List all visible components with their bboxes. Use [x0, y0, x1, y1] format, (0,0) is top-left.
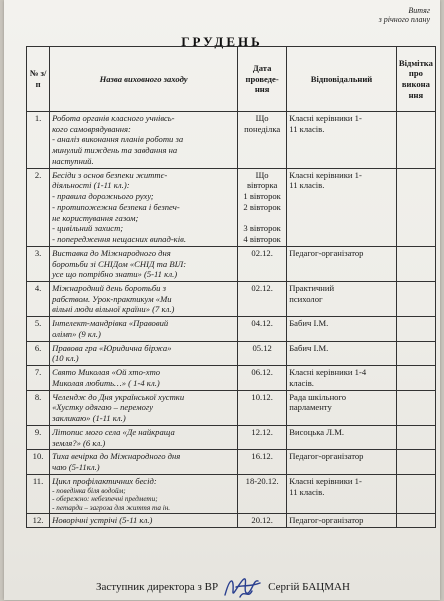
row-number [27, 450, 50, 474]
date-line: 20.12. [251, 515, 273, 526]
lines-line: - попередження нещасних випад-ків. [52, 234, 186, 245]
note-line: з річного плану [378, 15, 430, 25]
resp-line: 11 класів. [289, 123, 325, 134]
date-line [240, 213, 284, 224]
table-row [27, 474, 436, 514]
event-name [50, 317, 238, 341]
event-name [50, 246, 238, 281]
event-name [50, 390, 238, 425]
lines-line: Свято Миколая «Ой хто-хто [52, 367, 161, 378]
event-name [50, 514, 238, 528]
completion-mark [396, 246, 435, 281]
lines-line: Челендж до Дня української хустки [52, 391, 185, 402]
header-mark: Відмітка про викона ння [396, 47, 435, 112]
row-number [27, 317, 50, 341]
table-row [27, 390, 436, 425]
event-name [50, 474, 238, 514]
responsible-person [287, 514, 397, 528]
responsible-person [287, 282, 397, 317]
date-line: Що [255, 113, 269, 123]
event-date [238, 246, 287, 281]
resp-line: Педагог-організатор [289, 451, 364, 462]
lines-line: Миколая любить…» ( 1-4 кл.) [52, 377, 160, 388]
lines-line: Міжнародний день боротьби з [52, 283, 166, 294]
event-date [238, 341, 287, 365]
small-line: - петарди – загроза для життя та ін. [52, 503, 171, 512]
completion-mark [396, 112, 435, 169]
resp-line: Класні керівники 1- [289, 169, 362, 180]
signer-position: Заступник директора з ВР [96, 581, 219, 593]
row-number [27, 366, 50, 390]
date-line: 06.12. [251, 367, 273, 378]
event-date [238, 112, 287, 169]
signature-line [96, 573, 350, 601]
table-row [27, 514, 436, 528]
signature-icon [222, 573, 262, 601]
completion-mark [396, 366, 435, 390]
resp-line: Класні керівники 1-4 [289, 367, 367, 378]
header-number: № з/п [27, 47, 50, 112]
lines-line: Цикл профілактичних бесід: [52, 475, 157, 486]
lines-line: «Хустку одягаю – перемогу [52, 402, 154, 413]
table-row [27, 168, 436, 246]
resp-line: Педагог-організатор [289, 515, 364, 526]
completion-mark [396, 450, 435, 474]
lines-line: - цивільний захист; [52, 223, 124, 234]
responsible-person [287, 425, 397, 449]
resp-line: класів. [289, 377, 314, 388]
date-line: 2 вівторок [243, 201, 281, 212]
event-date [238, 282, 287, 317]
row-number-text: 5. [34, 318, 42, 329]
date-line: 3 вівторок [243, 223, 281, 234]
lines-line: минулий тиждень та завдання на [52, 145, 178, 156]
month-heading: ГРУДЕНЬ [181, 34, 263, 49]
lines-line: Інтелект-мандрівка «Правовий [52, 318, 169, 329]
lines-line: - аналіз виконання планів роботи за [52, 134, 184, 145]
lines-line: Виставка до Міжнародного дня [52, 247, 171, 258]
event-date [238, 317, 287, 341]
header-responsible: Відповідальний [287, 47, 397, 112]
completion-mark [396, 474, 435, 514]
row-number-text: 12. [32, 515, 44, 526]
responsible-person [287, 474, 397, 514]
event-date [238, 425, 287, 449]
lines-line: Новорічні устрічі (5-11 кл.) [52, 515, 153, 526]
row-number-text: 8. [34, 391, 42, 402]
responsible-person [287, 168, 397, 246]
row-number-text: 11. [32, 475, 44, 486]
completion-mark [396, 514, 435, 528]
responsible-person [287, 390, 397, 425]
responsible-person [287, 246, 397, 281]
lines-line: наступний. [52, 155, 94, 166]
date-line: 04.12. [251, 318, 273, 329]
row-number-text: 6. [34, 342, 42, 353]
event-name [50, 341, 238, 365]
event-name [50, 450, 238, 474]
event-date [238, 450, 287, 474]
responsible-person [287, 317, 397, 341]
row-number [27, 282, 50, 317]
lines-line: (10 кл.) [52, 353, 79, 364]
completion-mark [396, 390, 435, 425]
row-number-text: 9. [34, 426, 42, 437]
plan-table [26, 46, 436, 528]
header-event: Назва виховного заходу [50, 47, 238, 112]
event-date [238, 514, 287, 528]
resp-line: Висоцька Л.М. [289, 426, 344, 437]
event-name [50, 168, 238, 246]
table-row [27, 366, 436, 390]
date-line: вівторка [246, 180, 278, 191]
lines-line: земля?» (6 кл.) [52, 437, 106, 448]
table-row [27, 317, 436, 341]
small-line: - обережно: небезпечні предмети; [52, 495, 158, 504]
completion-mark [396, 341, 435, 365]
document-sheet [4, 0, 440, 600]
lines-line: Тиха вечірка до Міжнародного дня [52, 451, 181, 462]
completion-mark [396, 168, 435, 246]
resp-line: парламенту [289, 402, 332, 413]
table-row [27, 112, 436, 169]
row-number [27, 341, 50, 365]
event-name [50, 282, 238, 317]
row-number [27, 168, 50, 246]
lines-line: олімп» (9 кл.) [52, 328, 101, 339]
table-row [27, 246, 436, 281]
table-row [27, 450, 436, 474]
resp-line: Бабич І.М. [289, 342, 329, 353]
resp-line: Класні керівники 1- [289, 475, 362, 486]
date-line: 02.12. [251, 283, 273, 294]
event-date [238, 474, 287, 514]
completion-mark [396, 317, 435, 341]
responsible-person [287, 450, 397, 474]
row-number-text: 2. [34, 169, 42, 180]
table-row [27, 425, 436, 449]
resp-line: 11 класів. [289, 180, 325, 191]
lines-line: діяльності (1-11 кл.): [52, 180, 130, 191]
event-date [238, 168, 287, 246]
lines-line: не користування газом; [52, 212, 139, 223]
lines-line: рабством. Урок-практикум «Ми [52, 293, 172, 304]
lines-line: кого самоврядування: [52, 123, 131, 134]
lines-line: Правова гра «Юридична біржа» [52, 342, 172, 353]
event-date [238, 366, 287, 390]
date-line: 18-20.12. [245, 475, 279, 486]
event-name [50, 112, 238, 169]
table-row [27, 341, 436, 365]
date-line: 12.12. [251, 426, 273, 437]
lines-line: - правила дорожнього руху; [52, 191, 154, 202]
event-name [50, 366, 238, 390]
row-number [27, 514, 50, 528]
lines-line: чаю (5-11кл.) [52, 462, 100, 473]
row-number-text: 1. [34, 113, 42, 123]
date-line: 1 вівторок [243, 191, 281, 202]
lines-line: закликаю» (1-11 кл.) [52, 413, 126, 424]
row-number [27, 246, 50, 281]
date-line: 10.12. [251, 391, 273, 402]
small-line: - поведінка біля водойм; [52, 486, 126, 495]
row-number [27, 474, 50, 514]
lines-line: усе що потрібно знати» (5-11 кл.) [52, 269, 178, 280]
date-line: 16.12. [251, 451, 273, 462]
resp-line: психолог [289, 293, 323, 304]
resp-line: Педагог-організатор [289, 247, 364, 258]
lines-line: Робота органів класного учнівсь- [52, 113, 175, 123]
responsible-person [287, 341, 397, 365]
row-number-text: 4. [34, 283, 42, 294]
row-number [27, 390, 50, 425]
resp-line: Класні керівники 1- [289, 113, 362, 123]
lines-line: Літопис мого села «Де найкраща [52, 426, 175, 437]
lines-line: вільні люди вільної країни» (7 кл.) [52, 304, 175, 315]
completion-mark [396, 425, 435, 449]
resp-line: Практичний [289, 283, 335, 294]
responsible-person [287, 366, 397, 390]
lines-line: Бесіди з основ безпеки життє- [52, 169, 168, 180]
lines-line: боротьби зі СНІДом «СНІД та ВІЛ: [52, 258, 187, 269]
resp-line: 11 класів. [289, 486, 325, 497]
note-line: Витяг [408, 6, 430, 15]
completion-mark [396, 282, 435, 317]
row-number [27, 112, 50, 169]
row-number-text: 7. [34, 367, 42, 378]
table-body [27, 112, 436, 528]
event-date [238, 390, 287, 425]
date-line: понеділка [244, 123, 281, 134]
date-line: 05.12 [252, 342, 272, 353]
row-number [27, 425, 50, 449]
date-line: 4 вівторок [243, 234, 281, 245]
lines-line: - протипожежна безпека і безпеч- [52, 201, 180, 212]
row-number-text: 3. [34, 247, 42, 258]
row-number-text: 10. [32, 451, 44, 462]
resp-line: Бабич І.М. [289, 318, 329, 329]
excerpt-note [379, 6, 430, 24]
resp-line: Рада шкільного [289, 391, 347, 402]
event-name [50, 425, 238, 449]
date-line: Що [255, 169, 269, 180]
date-line: 02.12. [251, 247, 273, 258]
header-date: Дата проведе-ння [238, 47, 287, 112]
table-row [27, 282, 436, 317]
signer-name: Сергій БАЦМАН [268, 581, 350, 593]
table-header-row [27, 47, 436, 112]
responsible-person [287, 112, 397, 169]
